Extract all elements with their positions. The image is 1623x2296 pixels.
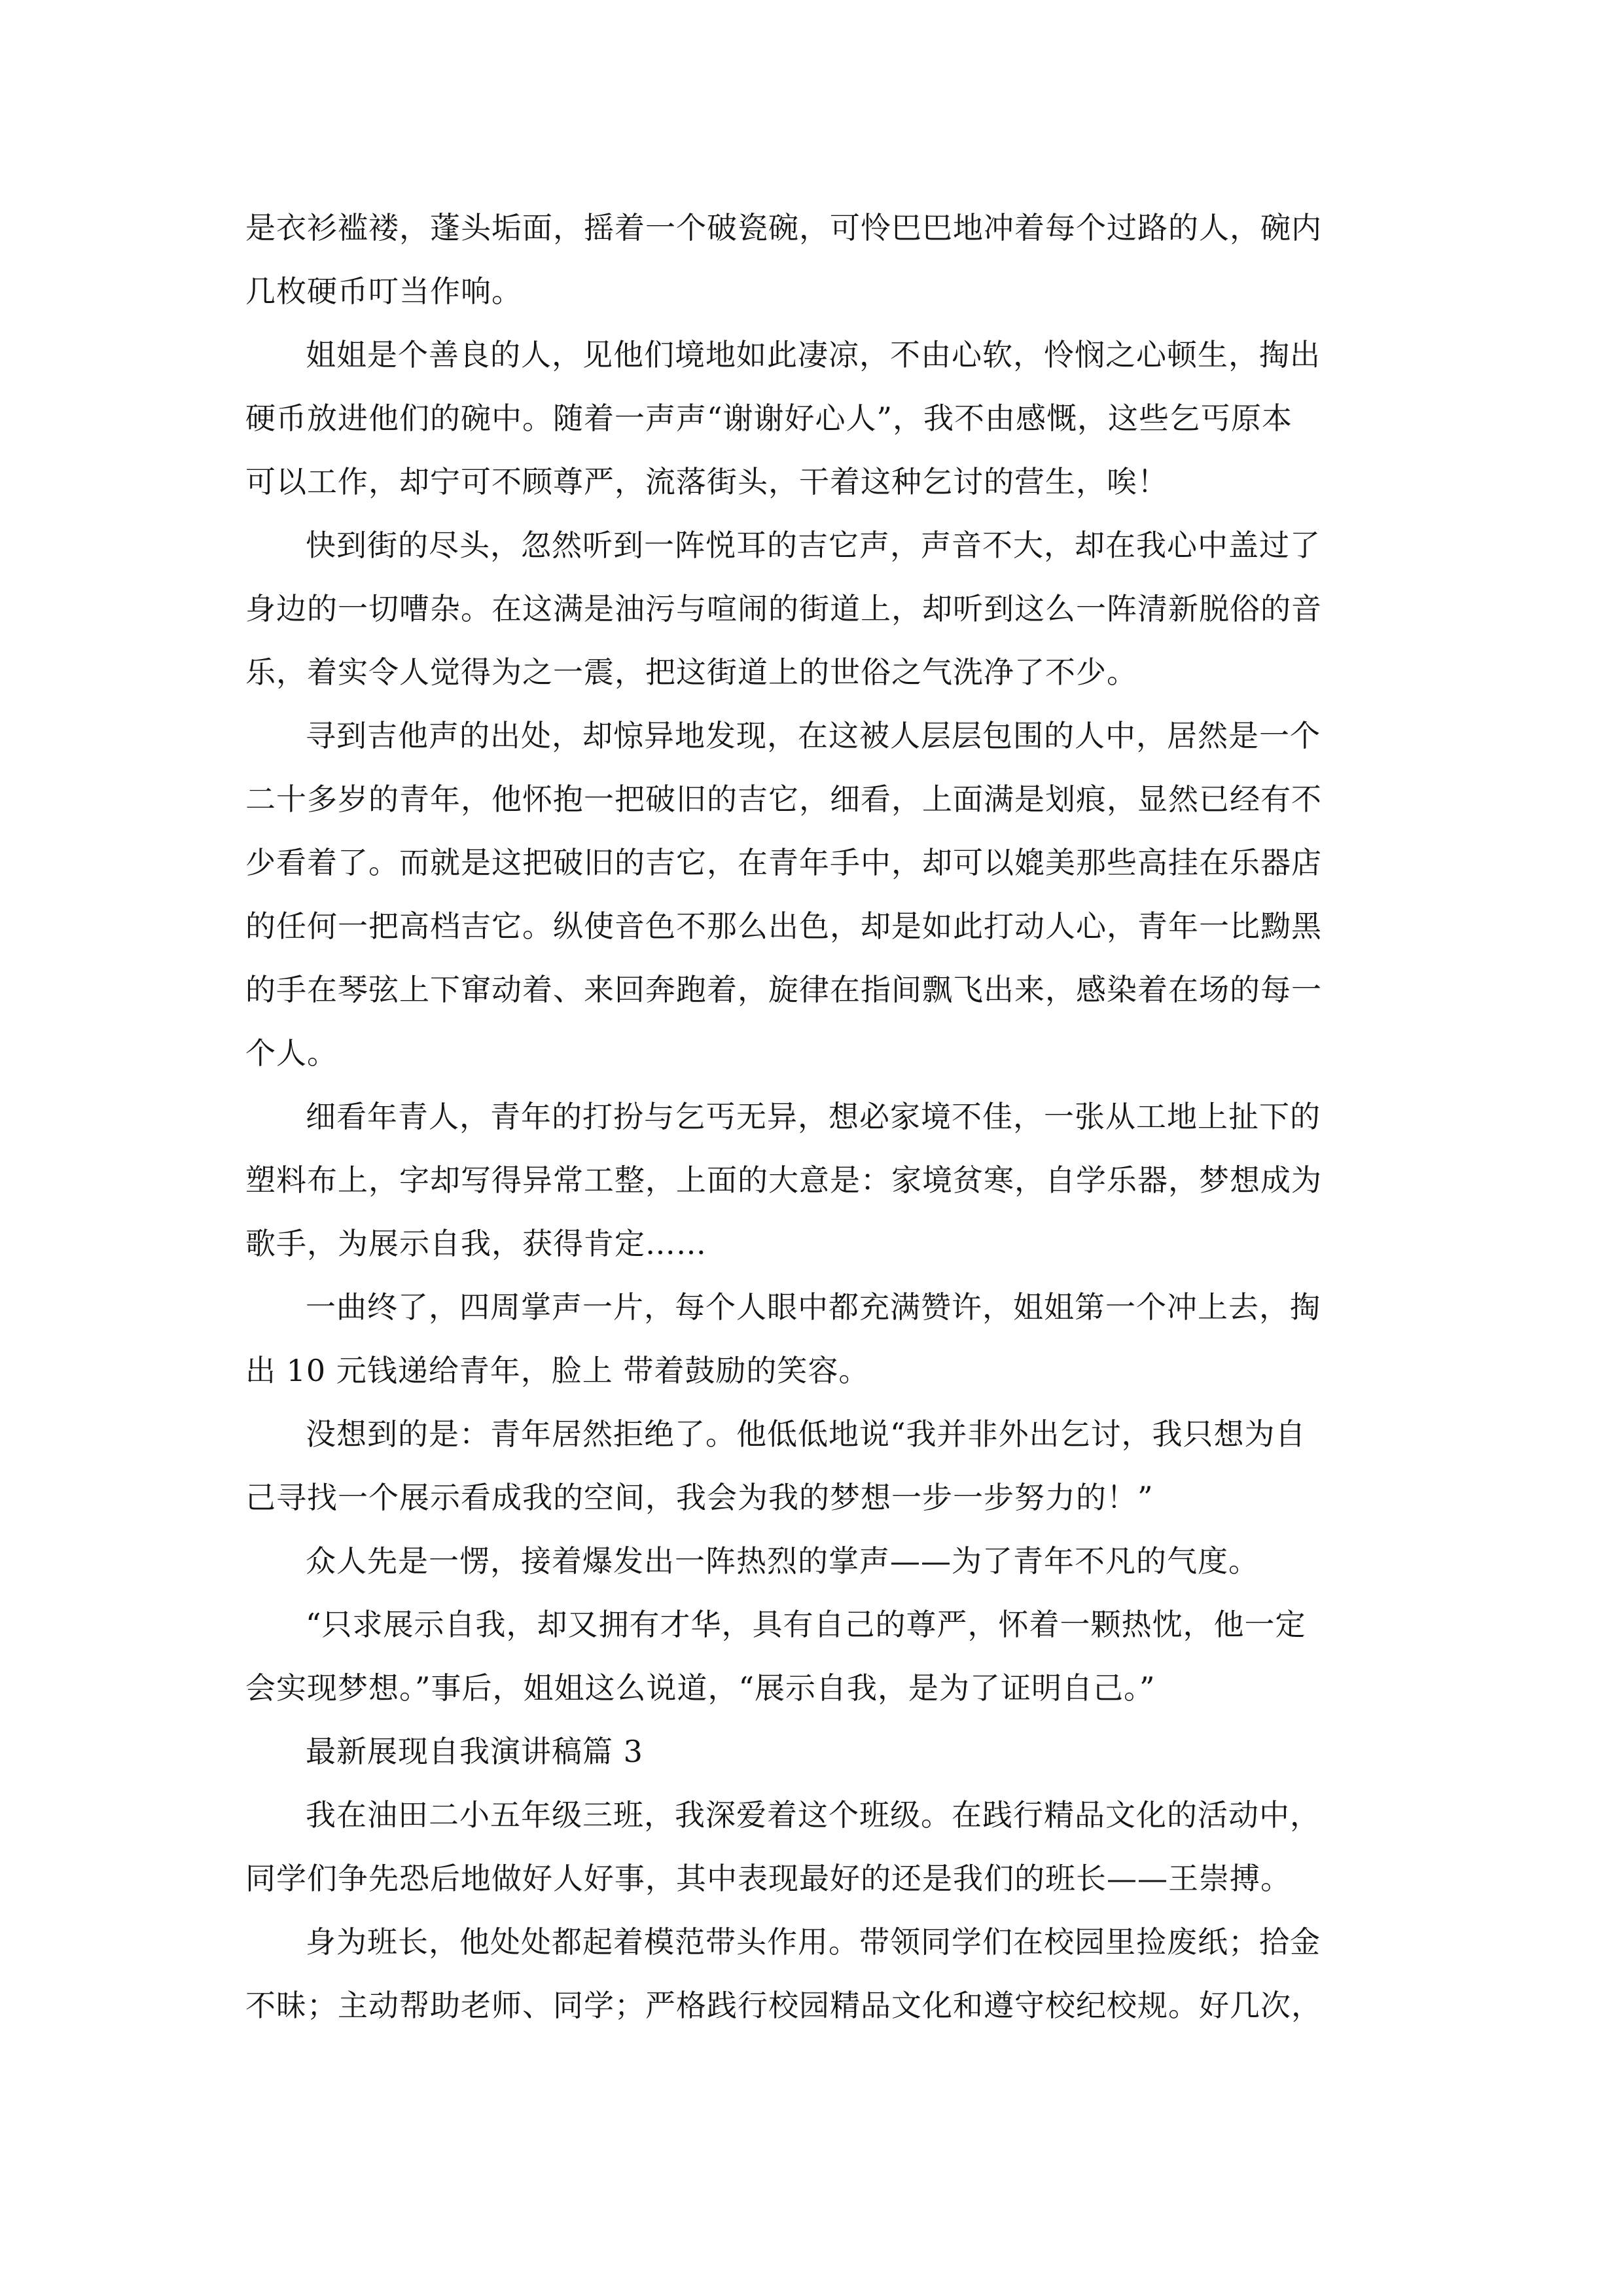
paragraph-8: 众人先是一愣，接着爆发出一阵热烈的掌声——为了青年不凡的气度。 (306, 1543, 1259, 1579)
paragraph-1: 是衣衫褴褛，蓬头垢面，摇着一个破瓷碗，可怜巴巴地冲着每个过路的人，碗内 几枚硬币叮当作响。 (245, 210, 1322, 309)
paragraph-3: 快到街的尽头，忽然听到一阵悦耳的吉它声，声音不大，却在我心中盖过了 身边的一切嘈杂。在这满是油污与喧闹的街道上，却听到这么一阵清新脱俗的音 乐，着实令人觉得为之一震，把这街道上的世俗之气洗净了不少。 (245, 528, 1322, 690)
paragraph-4: 寻到吉他声的出处，却惊异地发现，在这被人层层包围的人中，居然是一个 二十多岁的青年，他怀抱一把破旧的吉它，细看，上面满是划痕，显然已经有不 少看着了。而就是这把破旧的吉它，在青年手中，却可以媲美那些高挂在乐器店 的任何一把高档吉它。纵使音色不那么出色，却是如此打动人心，青年一比黝黑 的手在琴弦上下窜动着、来回奔跑着，旋律在指间飘飞出来，感染着在场的每一 个人。 (245, 718, 1322, 1071)
paragraph-10: 我在油田二小五年级三班，我深爱着这个班级。在践行精品文化的活动中， 同学们争先恐后地做好人好事，其中表现最好的还是我们的班长——王崇搏。 (245, 1797, 1321, 1896)
paragraph-11: 身为班长，他处处都起着模范带头作用。带领同学们在校园里捡废纸；拾金 不昧；主动帮助老师、同学；严格践行校园精品文化和遵守校纪校规。好几次， (245, 1924, 1322, 2023)
section-heading: 最新展现自我演讲稿篇 3 (306, 1734, 643, 1769)
paragraph-7: 没想到的是：青年居然拒绝了。他低低地说“我并非外出乞讨，我只想为自 己寻找一个展示看成我的空间，我会为我的梦想一步一步努力的！” (245, 1416, 1306, 1515)
paragraph-9: “只求展示自我，却又拥有才华，具有自己的尊严，怀着一颗热忱，他一定 会实现梦想。”事后，姐姐这么说道，“展示自我，是为了证明自己。” (245, 1607, 1306, 1706)
paragraph-5: 细看年青人，青年的打扮与乞丐无异，想必家境不佳，一张从工地上扯下的 塑料布上，字却写得异常工整，上面的大意是：家境贫寒，自学乐器，梦想成为 歌手，为展示自我，获得肯定…… (245, 1099, 1322, 1261)
paragraph-6: 一曲终了，四周掌声一片，每个人眼中都充满赞许，姐姐第一个冲上去，掏 出 10 元钱递给青年，脸上 带着鼓励的笑容。 (245, 1289, 1321, 1388)
paragraph-2: 姐姐是个善良的人，见他们境地如此凄凉，不由心软，怜悯之心顿生，掏出 硬币放进他们的碗中。随着一声声“谢谢好心人”，我不由感慨，这些乞丐原本 可以工作，却宁可不顾尊严，流落街头，干着这种乞讨的营生，唉！ (245, 337, 1321, 499)
document-body (245, 196, 1378, 2037)
